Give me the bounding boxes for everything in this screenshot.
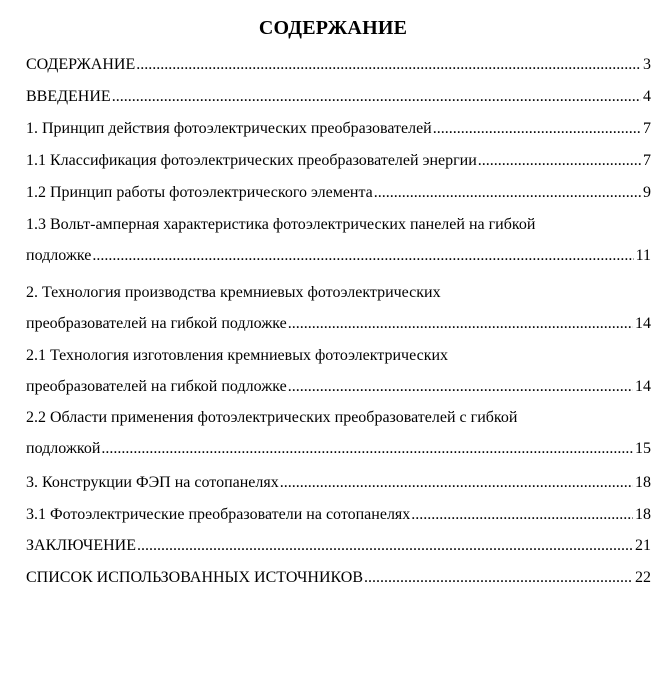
toc-entry-first-line[interactable] xyxy=(26,407,651,429)
toc-page-number: 15 xyxy=(635,440,651,457)
toc-page-number: 14 xyxy=(635,315,651,332)
dot-leader xyxy=(101,438,633,460)
toc-entry-text: подложкой xyxy=(26,440,101,457)
toc-entry-text: СПИСОК ИСПОЛЬЗОВАННЫХ ИСТОЧНИКОВ xyxy=(26,569,364,586)
toc-entry[interactable] xyxy=(26,472,651,494)
toc-page-number: 7 xyxy=(643,152,651,169)
toc-entry-text: 3. Конструкции ФЭП на сотопанелях xyxy=(26,474,279,491)
toc-entry[interactable] xyxy=(26,535,651,557)
dot-leader xyxy=(280,472,633,494)
toc-entry[interactable] xyxy=(26,86,651,108)
toc-entry-text: преобразователей на гибкой подложке xyxy=(26,315,287,332)
toc-entry-text: 3.1 Фотоэлектрические преобразователи на сотопанелях xyxy=(26,506,411,523)
toc-page-number: 18 xyxy=(635,474,651,491)
toc-entry-text: 1.2 Принцип работы фотоэлектрического элемента xyxy=(26,184,373,201)
dot-leader xyxy=(374,182,641,204)
toc-entry-first-line[interactable] xyxy=(26,214,651,236)
toc-entry-first-line[interactable] xyxy=(26,282,651,304)
toc-entry-first-line[interactable] xyxy=(26,345,651,367)
toc-entry-text: ЗАКЛЮЧЕНИЕ xyxy=(26,537,136,554)
toc-page-number: 14 xyxy=(635,378,651,395)
toc-entry-text: 2. Технология производства кремниевых фотоэлектрических xyxy=(26,284,441,301)
toc-entry[interactable] xyxy=(26,54,651,76)
toc-entry[interactable] xyxy=(26,245,651,267)
toc-entry[interactable] xyxy=(26,150,651,172)
toc-page-number: 9 xyxy=(643,184,651,201)
toc-page-number: 21 xyxy=(635,537,651,554)
toc-entry-text: подложке xyxy=(26,247,92,264)
dot-leader xyxy=(411,504,633,526)
toc-entry[interactable] xyxy=(26,567,651,589)
toc-entry-text: 1.3 Вольт-амперная характеристика фотоэлектрических панелей на гибкой xyxy=(26,216,536,233)
dot-leader xyxy=(136,54,641,76)
toc-page-number: 3 xyxy=(643,56,651,73)
toc-entry-text: преобразователей на гибкой подложке xyxy=(26,378,287,395)
toc-page-number: 22 xyxy=(635,569,651,586)
toc-entry-text: 2.2 Области применения фотоэлектрических преобразователей с гибкой xyxy=(26,409,518,426)
dot-leader xyxy=(478,150,641,172)
toc-page-number: 4 xyxy=(643,88,651,105)
toc-page-number: 7 xyxy=(643,120,651,137)
toc-entry-text: ВВЕДЕНИЕ xyxy=(26,88,111,105)
toc-entry[interactable] xyxy=(26,313,651,335)
toc-entry-text: 2.1 Технология изготовления кремниевых фотоэлектрических xyxy=(26,347,449,364)
page-title: СОДЕРЖАНИЕ xyxy=(258,17,408,39)
dot-leader xyxy=(433,118,641,140)
toc-entry-text: 1. Принцип действия фотоэлектрических преобразователей xyxy=(26,120,432,137)
toc-page-number: 11 xyxy=(635,247,651,264)
dot-leader xyxy=(288,313,633,335)
toc-page-number: 18 xyxy=(635,506,651,523)
toc-entry[interactable] xyxy=(26,438,651,460)
dot-leader xyxy=(364,567,633,589)
toc-entry[interactable] xyxy=(26,376,651,398)
dot-leader xyxy=(288,376,633,398)
dot-leader xyxy=(112,86,641,108)
dot-leader xyxy=(92,245,633,267)
toc-entry[interactable] xyxy=(26,504,651,526)
dot-leader xyxy=(137,535,633,557)
toc-entry[interactable] xyxy=(26,118,651,140)
toc-entry[interactable] xyxy=(26,182,651,204)
toc-entry-text: 1.1 Классификация фотоэлектрических преобразователей энергии xyxy=(26,152,477,169)
toc-entry-text: СОДЕРЖАНИЕ xyxy=(26,56,136,73)
